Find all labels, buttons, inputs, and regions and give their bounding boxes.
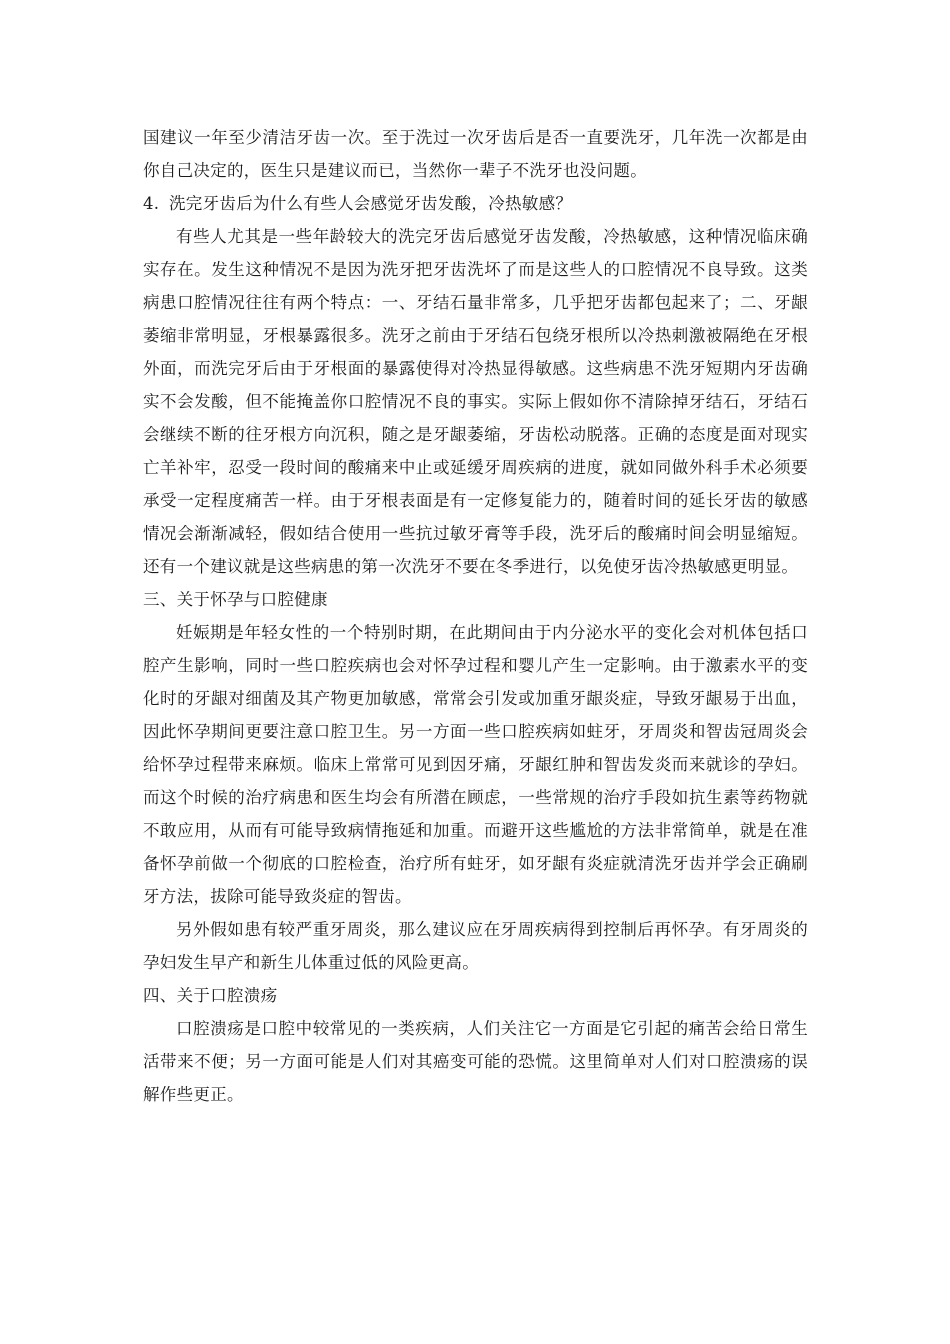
paragraph-ulcer: 口腔溃疡是口腔中较常见的一类疾病，人们关注它一方面是它引起的痛苦会给日常生活带来不便；另一方面可能是人们对其癌变可能的恐慌。这里简单对人们对口腔溃疡的误解作些更正。 [143, 1019, 808, 1104]
section-heading-pregnancy: 三、关于怀孕与口腔健康 [143, 590, 328, 609]
question-text: 洗完牙齿后为什么有些人会感觉牙齿发酸，冷热敏感？ [169, 194, 573, 213]
paragraph-continued: 国建议一年至少清洁牙齿一次。至于洗过一次牙齿后是否一直要洗牙，几年洗一次都是由你自己决定的，医生只是建议而已，当然你一辈子不洗牙也没问题。 [143, 128, 808, 180]
paragraph-periodontitis: 另外假如患有较严重牙周炎，那么建议应在牙周疾病得到控制后再怀孕。有牙周炎的孕妇发生早产和新生儿体重过低的风险更高。 [143, 920, 808, 972]
document-page [143, 121, 808, 1111]
question-4-heading [143, 187, 808, 220]
paragraph-pregnancy: 妊娠期是年轻女性的一个特别时期，在此期间由于内分泌水平的变化会对机体包括口腔产生影响，同时一些口腔疾病也会对怀孕过程和婴儿产生一定影响。由于激素水平的变化时的牙龈对细菌及其产物更加敏感，常常会引发或加重牙龈炎症，导致牙龈易于出血，因此怀孕期间更要注意口腔卫生。另一方面一些口腔疾病如蛀牙，牙周炎和智齿冠周炎会给怀孕过程带来麻烦。临床上常常可见到因牙痛，牙龈红肿和智齿发炎而来就诊的孕妇。而这个时候的治疗病患和医生均会有所潜在顾虑，一些常规的治疗手段如抗生素等药物就不敢应用，从而有可能导致病情拖延和加重。而避开这些尴尬的方法非常简单，就是在准备怀孕前做一个彻底的口腔检查，治疗所有蛀牙，如牙龈有炎症就清洗牙齿并学会正确刷牙方法，拔除可能导致炎症的智齿。 [143, 623, 808, 906]
paragraph-sensitivity: 有些人尤其是一些年龄较大的洗完牙齿后感觉牙齿发酸，冷热敏感，这种情况临床确实存在。发生这种情况不是因为洗牙把牙齿洗坏了而是这些人的口腔情况不良导致。这类病患口腔情况往往有两个特点：一、牙结石量非常多，几乎把牙齿都包起来了；二、牙龈萎缩非常明显，牙根暴露很多。洗牙之前由于牙结石包绕牙根所以冷热刺激被隔绝在牙根外面，而洗完牙后由于牙根面的暴露使得对冷热显得敏感。这些病患不洗牙短期内牙齿确实不会发酸，但不能掩盖你口腔情况不良的事实。实际上假如你不清除掉牙结石，牙结石会继续不断的往牙根方向沉积，随之是牙龈萎缩，牙齿松动脱落。正确的态度是面对现实亡羊补牢，忍受一段时间的酸痛来中止或延缓牙周疾病的进度，就如同做外科手术必须要承受一定程度痛苦一样。由于牙根表面是有一定修复能力的，随着时间的延长牙齿的敏感情况会渐渐减轻，假如结合使用一些抗过敏牙膏等手段，洗牙后的酸痛时间会明显缩短。还有一个建议就是这些病患的第一次洗牙不要在冬季进行，以免使牙齿冷热敏感更明显。 [143, 227, 808, 576]
section-heading-ulcer: 四、关于口腔溃疡 [143, 986, 278, 1005]
question-number: 4. [143, 194, 160, 213]
